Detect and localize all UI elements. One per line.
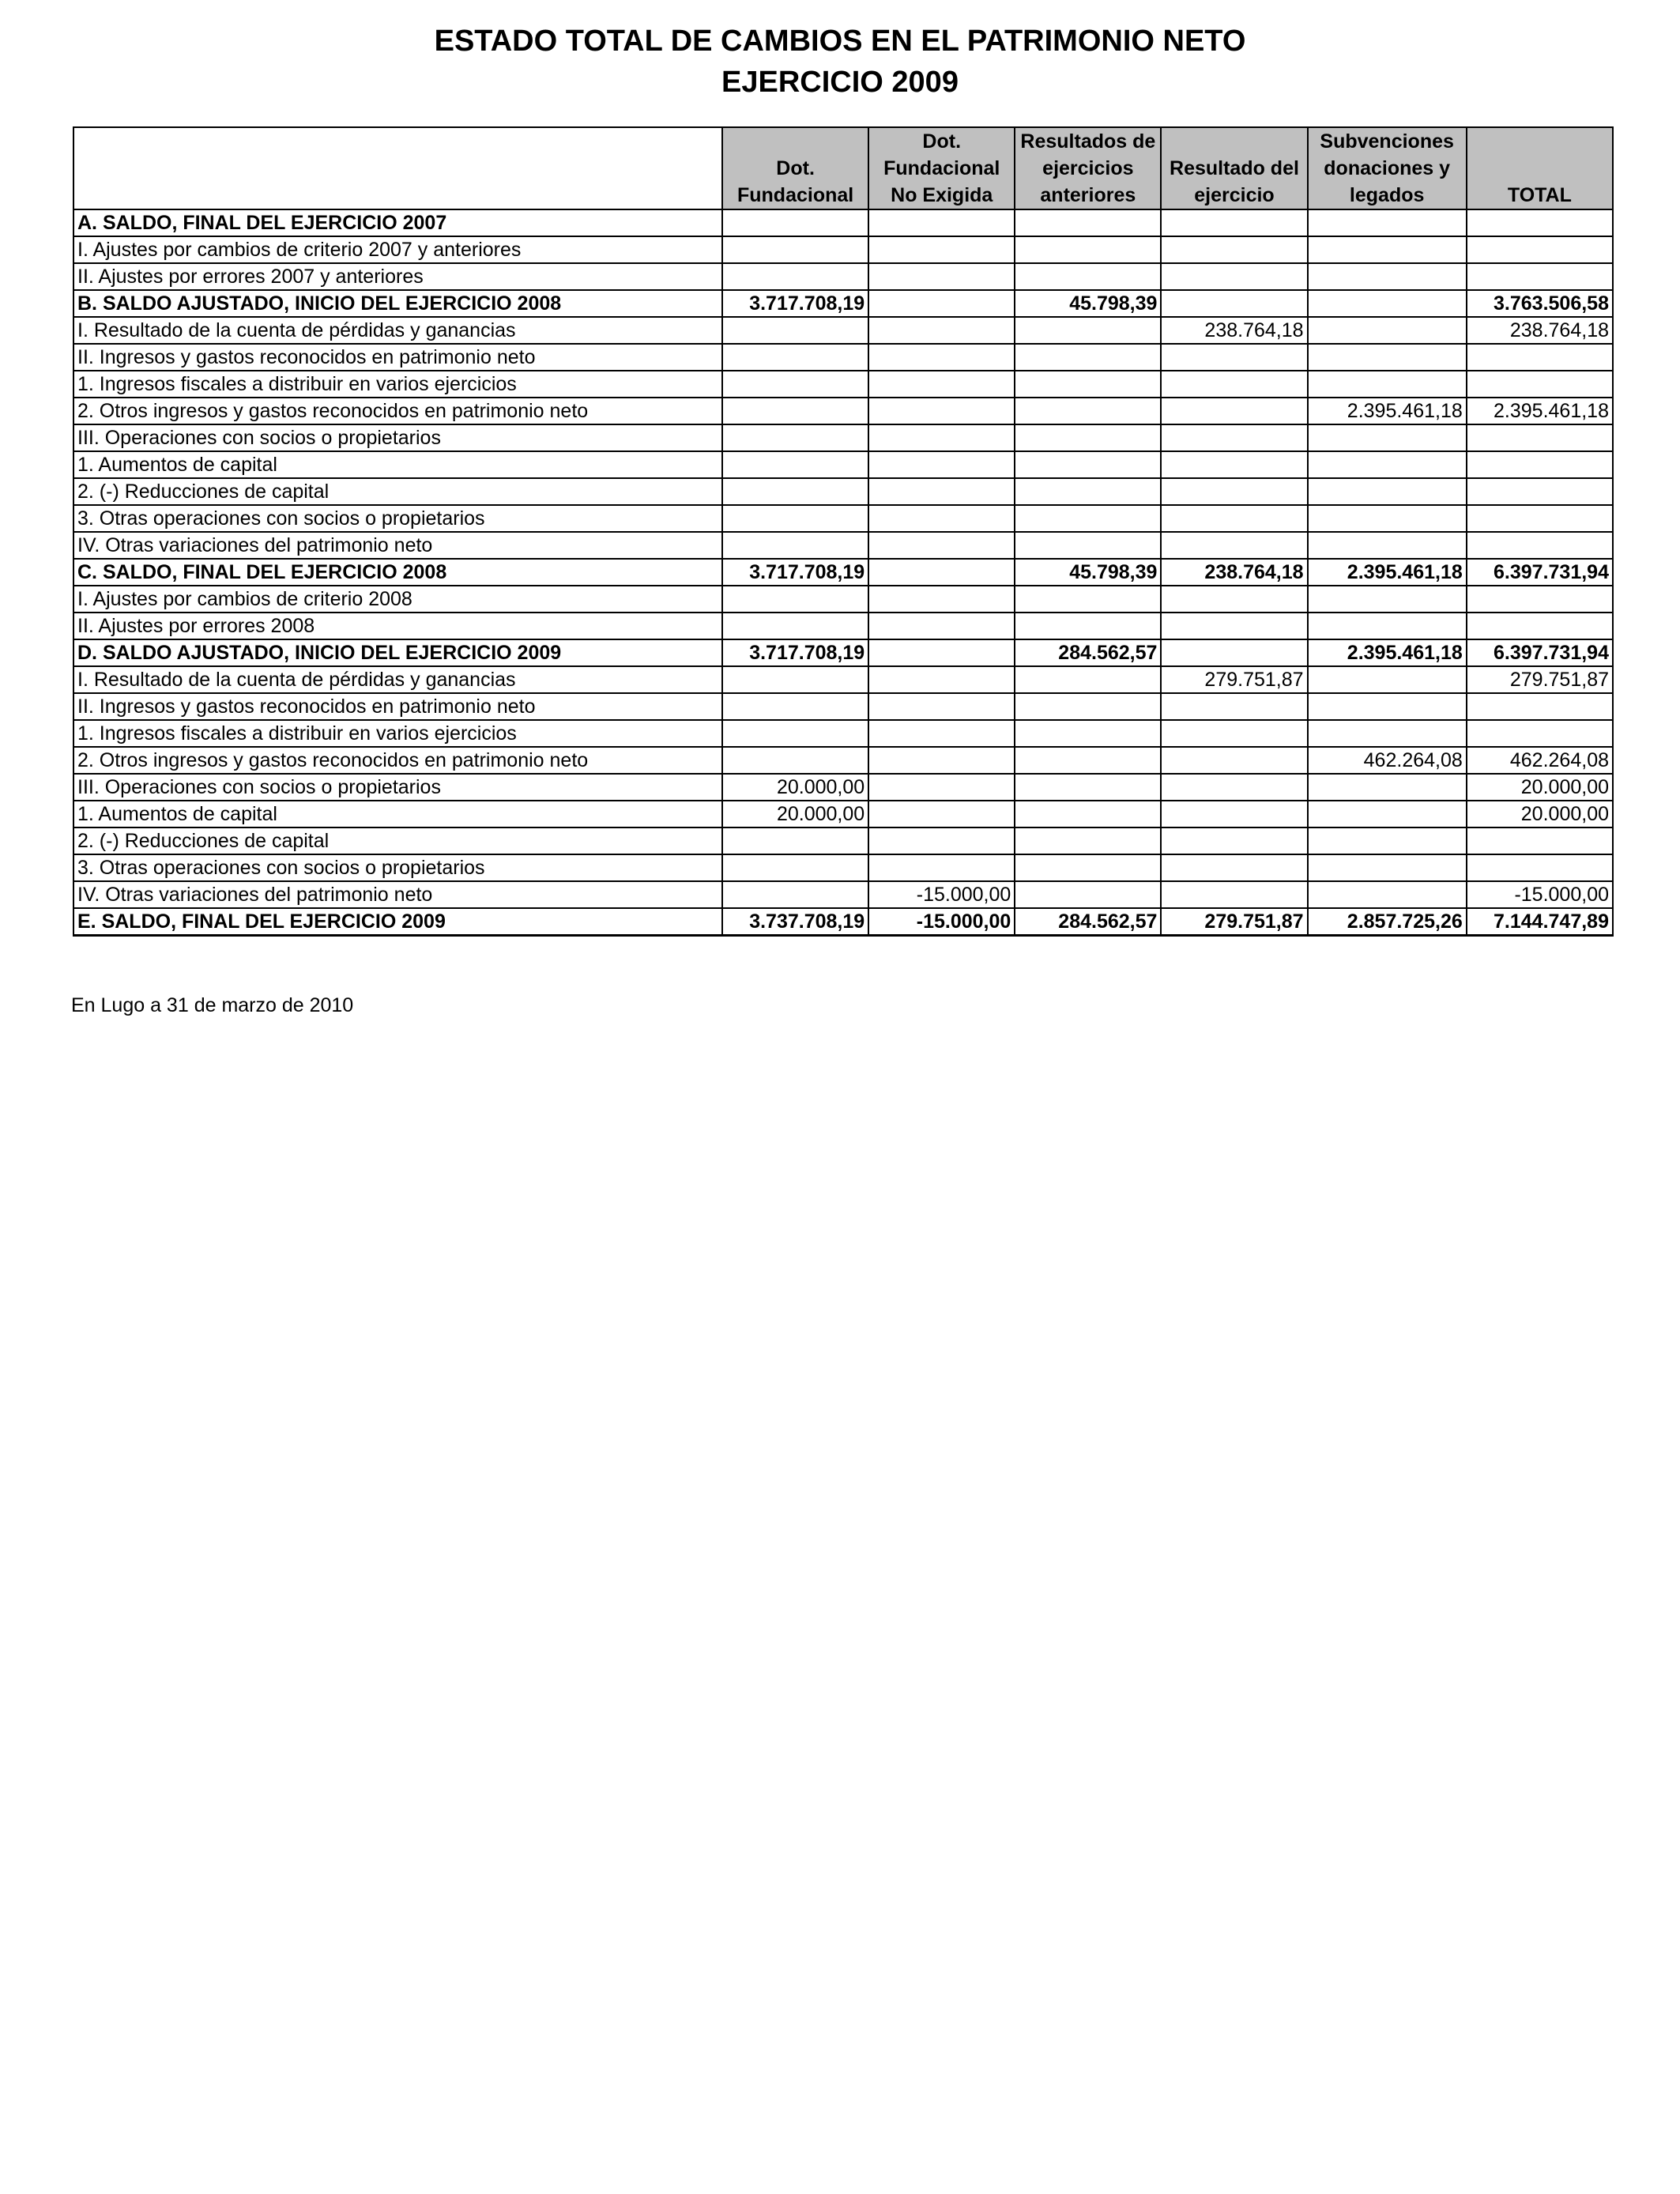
- cell-resultados-anteriores: [1015, 720, 1161, 747]
- cell-dot-fundacional: 20.000,00: [722, 801, 868, 827]
- cell-dot-fundacional: 3.717.708,19: [722, 559, 868, 586]
- cell-resultados-anteriores: 45.798,39: [1015, 559, 1161, 586]
- row-label: 2. (-) Reducciones de capital: [73, 478, 722, 505]
- cell-subvenciones: [1308, 801, 1467, 827]
- row-label: II. Ingresos y gastos reconocidos en patrimonio neto: [73, 693, 722, 720]
- cell-dot-fundacional: [722, 505, 868, 532]
- cell-subvenciones: [1308, 613, 1467, 639]
- cell-resultados-anteriores: [1015, 505, 1161, 532]
- cell-total: [1467, 613, 1613, 639]
- cell-dot-fundacional: [722, 827, 868, 854]
- header-row: [73, 127, 1613, 209]
- row-label: II. Ajustes por errores 2007 y anteriores: [73, 263, 722, 290]
- header-resultado-ejercicio: Resultado del ejercicio: [1161, 127, 1307, 209]
- cell-resultado-ejercicio: [1161, 398, 1307, 424]
- cell-dot-no-exigida: [868, 424, 1015, 451]
- cell-resultado-ejercicio: [1161, 209, 1307, 236]
- cell-dot-fundacional: [722, 854, 868, 881]
- cell-dot-fundacional: 3.717.708,19: [722, 290, 868, 317]
- header-blank: [73, 127, 722, 209]
- cell-resultados-anteriores: [1015, 693, 1161, 720]
- cell-dot-no-exigida: [868, 371, 1015, 398]
- table-row: [73, 559, 1613, 586]
- row-label: 2. Otros ingresos y gastos reconocidos en patrimonio neto: [73, 747, 722, 774]
- cell-dot-fundacional: [722, 424, 868, 451]
- row-label: I. Ajustes por cambios de criterio 2008: [73, 586, 722, 613]
- table-row: [73, 532, 1613, 559]
- cell-resultado-ejercicio: [1161, 263, 1307, 290]
- table-row: [73, 908, 1613, 936]
- cell-subvenciones: [1308, 720, 1467, 747]
- cell-total: [1467, 586, 1613, 613]
- row-label: IV. Otras variaciones del patrimonio neto: [73, 532, 722, 559]
- cell-dot-no-exigida: [868, 693, 1015, 720]
- cell-total: [1467, 720, 1613, 747]
- cell-resultados-anteriores: [1015, 344, 1161, 371]
- cell-resultado-ejercicio: [1161, 747, 1307, 774]
- cell-dot-no-exigida: [868, 801, 1015, 827]
- cell-resultado-ejercicio: [1161, 639, 1307, 666]
- cell-total: -15.000,00: [1467, 881, 1613, 908]
- cell-resultados-anteriores: 284.562,57: [1015, 908, 1161, 936]
- row-label: C. SALDO, FINAL DEL EJERCICIO 2008: [73, 559, 722, 586]
- cell-resultado-ejercicio: [1161, 586, 1307, 613]
- cell-subvenciones: [1308, 317, 1467, 344]
- cell-subvenciones: [1308, 827, 1467, 854]
- row-label: 1. Aumentos de capital: [73, 451, 722, 478]
- cell-total: [1467, 451, 1613, 478]
- cell-total: [1467, 344, 1613, 371]
- cell-resultado-ejercicio: [1161, 881, 1307, 908]
- cell-resultado-ejercicio: [1161, 344, 1307, 371]
- cell-subvenciones: 462.264,08: [1308, 747, 1467, 774]
- row-label: E. SALDO, FINAL DEL EJERCICIO 2009: [73, 908, 722, 936]
- cell-total: 462.264,08: [1467, 747, 1613, 774]
- cell-resultado-ejercicio: [1161, 532, 1307, 559]
- cell-resultados-anteriores: [1015, 236, 1161, 263]
- cell-dot-no-exigida: -15.000,00: [868, 908, 1015, 936]
- row-label: III. Operaciones con socios o propietarios: [73, 774, 722, 801]
- cell-subvenciones: [1308, 774, 1467, 801]
- cell-resultados-anteriores: [1015, 854, 1161, 881]
- cell-dot-no-exigida: [868, 209, 1015, 236]
- table-row: [73, 344, 1613, 371]
- row-label: 1. Ingresos fiscales a distribuir en varios ejercicios: [73, 371, 722, 398]
- cell-resultado-ejercicio: [1161, 801, 1307, 827]
- cell-subvenciones: [1308, 263, 1467, 290]
- cell-resultado-ejercicio: [1161, 290, 1307, 317]
- cell-dot-no-exigida: [868, 398, 1015, 424]
- cell-resultados-anteriores: [1015, 398, 1161, 424]
- cell-resultados-anteriores: [1015, 451, 1161, 478]
- cell-dot-no-exigida: [868, 613, 1015, 639]
- row-label: I. Resultado de la cuenta de pérdidas y ganancias: [73, 666, 722, 693]
- row-label: B. SALDO AJUSTADO, INICIO DEL EJERCICIO 2008: [73, 290, 722, 317]
- header-total: TOTAL: [1467, 127, 1613, 209]
- row-label: 3. Otras operaciones con socios o propietarios: [73, 505, 722, 532]
- cell-subvenciones: [1308, 424, 1467, 451]
- cell-total: 20.000,00: [1467, 801, 1613, 827]
- cell-resultados-anteriores: 45.798,39: [1015, 290, 1161, 317]
- cell-total: [1467, 371, 1613, 398]
- cell-resultado-ejercicio: [1161, 693, 1307, 720]
- cell-resultados-anteriores: [1015, 209, 1161, 236]
- cell-dot-fundacional: [722, 613, 868, 639]
- cell-resultado-ejercicio: [1161, 478, 1307, 505]
- cell-resultado-ejercicio: [1161, 236, 1307, 263]
- cell-dot-no-exigida: [868, 505, 1015, 532]
- page-subtitle: EJERCICIO 2009: [721, 66, 959, 99]
- cell-dot-no-exigida: [868, 317, 1015, 344]
- cell-subvenciones: [1308, 451, 1467, 478]
- cell-dot-fundacional: [722, 720, 868, 747]
- cell-dot-fundacional: [722, 451, 868, 478]
- cell-dot-no-exigida: [868, 478, 1015, 505]
- cell-dot-fundacional: [722, 236, 868, 263]
- cell-subvenciones: [1308, 371, 1467, 398]
- cell-resultados-anteriores: [1015, 613, 1161, 639]
- cell-subvenciones: [1308, 209, 1467, 236]
- cell-total: [1467, 424, 1613, 451]
- table-row: [73, 639, 1613, 666]
- table-row: [73, 747, 1613, 774]
- table-row: [73, 854, 1613, 881]
- row-label: 1. Aumentos de capital: [73, 801, 722, 827]
- cell-dot-fundacional: [722, 371, 868, 398]
- row-label: A. SALDO, FINAL DEL EJERCICIO 2007: [73, 209, 722, 236]
- cell-dot-fundacional: [722, 586, 868, 613]
- cell-dot-fundacional: [722, 263, 868, 290]
- cell-resultado-ejercicio: 279.751,87: [1161, 666, 1307, 693]
- header-dot-fundacional-no-exigida: Dot. Fundacional No Exigida: [868, 127, 1015, 209]
- cell-resultados-anteriores: [1015, 424, 1161, 451]
- header-dot-fundacional: Dot. Fundacional: [722, 127, 868, 209]
- table-row: [73, 424, 1613, 451]
- table-row: [73, 478, 1613, 505]
- table-row: [73, 693, 1613, 720]
- cell-resultados-anteriores: [1015, 317, 1161, 344]
- table-row: [73, 801, 1613, 827]
- cell-dot-no-exigida: [868, 666, 1015, 693]
- cell-dot-fundacional: [722, 317, 868, 344]
- cell-subvenciones: [1308, 666, 1467, 693]
- table-row: [73, 317, 1613, 344]
- cell-dot-fundacional: [722, 881, 868, 908]
- page-title: ESTADO TOTAL DE CAMBIOS EN EL PATRIMONIO NETO: [434, 25, 1246, 58]
- cell-resultado-ejercicio: [1161, 774, 1307, 801]
- table-row: [73, 586, 1613, 613]
- cell-total: [1467, 209, 1613, 236]
- cell-subvenciones: [1308, 586, 1467, 613]
- cell-dot-fundacional: [722, 532, 868, 559]
- cell-dot-fundacional: [722, 398, 868, 424]
- cell-resultados-anteriores: [1015, 263, 1161, 290]
- cell-dot-no-exigida: [868, 774, 1015, 801]
- cell-dot-no-exigida: -15.000,00: [868, 881, 1015, 908]
- table-row: [73, 666, 1613, 693]
- cell-resultados-anteriores: [1015, 774, 1161, 801]
- table-row: [73, 263, 1613, 290]
- cell-dot-fundacional: [722, 693, 868, 720]
- cell-subvenciones: 2.395.461,18: [1308, 639, 1467, 666]
- table-row: [73, 451, 1613, 478]
- table-row: [73, 371, 1613, 398]
- table-row: [73, 209, 1613, 236]
- cell-dot-no-exigida: [868, 451, 1015, 478]
- cell-resultado-ejercicio: [1161, 371, 1307, 398]
- cell-dot-no-exigida: [868, 747, 1015, 774]
- cell-dot-no-exigida: [868, 236, 1015, 263]
- cell-subvenciones: [1308, 505, 1467, 532]
- cell-resultado-ejercicio: 279.751,87: [1161, 908, 1307, 936]
- cell-resultados-anteriores: [1015, 827, 1161, 854]
- cell-dot-fundacional: 3.737.708,19: [722, 908, 868, 936]
- cell-subvenciones: [1308, 290, 1467, 317]
- cell-subvenciones: 2.395.461,18: [1308, 398, 1467, 424]
- cell-dot-no-exigida: [868, 586, 1015, 613]
- cell-resultado-ejercicio: [1161, 720, 1307, 747]
- cell-resultados-anteriores: [1015, 478, 1161, 505]
- cell-subvenciones: [1308, 236, 1467, 263]
- row-label: II. Ingresos y gastos reconocidos en patrimonio neto: [73, 344, 722, 371]
- table-row: [73, 774, 1613, 801]
- cell-total: 238.764,18: [1467, 317, 1613, 344]
- row-label: 2. Otros ingresos y gastos reconocidos en patrimonio neto: [73, 398, 722, 424]
- table-row: [73, 881, 1613, 908]
- cell-total: 2.395.461,18: [1467, 398, 1613, 424]
- cell-resultados-anteriores: 284.562,57: [1015, 639, 1161, 666]
- cell-resultado-ejercicio: 238.764,18: [1161, 559, 1307, 586]
- cell-resultado-ejercicio: [1161, 827, 1307, 854]
- cell-resultados-anteriores: [1015, 586, 1161, 613]
- cell-subvenciones: [1308, 532, 1467, 559]
- row-label: IV. Otras variaciones del patrimonio neto: [73, 881, 722, 908]
- cell-dot-fundacional: [722, 478, 868, 505]
- cell-dot-no-exigida: [868, 854, 1015, 881]
- table-row: [73, 720, 1613, 747]
- cell-dot-fundacional: [722, 747, 868, 774]
- cell-resultado-ejercicio: [1161, 613, 1307, 639]
- cell-total: 3.763.506,58: [1467, 290, 1613, 317]
- cell-dot-no-exigida: [868, 344, 1015, 371]
- row-label: D. SALDO AJUSTADO, INICIO DEL EJERCICIO 2009: [73, 639, 722, 666]
- cell-dot-fundacional: 3.717.708,19: [722, 639, 868, 666]
- row-label: 2. (-) Reducciones de capital: [73, 827, 722, 854]
- row-label: 1. Ingresos fiscales a distribuir en varios ejercicios: [73, 720, 722, 747]
- header-subvenciones: Subvenciones donaciones y legados: [1308, 127, 1467, 209]
- cell-dot-no-exigida: [868, 290, 1015, 317]
- cell-resultados-anteriores: [1015, 532, 1161, 559]
- row-label: III. Operaciones con socios o propietarios: [73, 424, 722, 451]
- cell-subvenciones: [1308, 693, 1467, 720]
- cell-dot-no-exigida: [868, 532, 1015, 559]
- cell-resultados-anteriores: [1015, 747, 1161, 774]
- cell-total: 20.000,00: [1467, 774, 1613, 801]
- table-row: [73, 398, 1613, 424]
- footer-place-date: En Lugo a 31 de marzo de 2010: [71, 994, 354, 1016]
- cell-resultado-ejercicio: [1161, 505, 1307, 532]
- cell-total: [1467, 693, 1613, 720]
- cell-dot-fundacional: [722, 209, 868, 236]
- cell-subvenciones: [1308, 881, 1467, 908]
- table-body: [73, 209, 1613, 936]
- cell-subvenciones: [1308, 478, 1467, 505]
- cell-dot-fundacional: 20.000,00: [722, 774, 868, 801]
- equity-changes-table: [73, 126, 1614, 937]
- cell-total: 279.751,87: [1467, 666, 1613, 693]
- cell-total: [1467, 532, 1613, 559]
- cell-total: [1467, 505, 1613, 532]
- cell-total: [1467, 236, 1613, 263]
- cell-resultados-anteriores: [1015, 666, 1161, 693]
- cell-dot-no-exigida: [868, 559, 1015, 586]
- table-row: [73, 827, 1613, 854]
- cell-dot-fundacional: [722, 344, 868, 371]
- table-row: [73, 505, 1613, 532]
- cell-dot-no-exigida: [868, 639, 1015, 666]
- cell-resultado-ejercicio: [1161, 424, 1307, 451]
- cell-total: [1467, 854, 1613, 881]
- cell-total: 6.397.731,94: [1467, 639, 1613, 666]
- row-label: 3. Otras operaciones con socios o propietarios: [73, 854, 722, 881]
- header-resultados-ejercicios-anteriores: Resultados de ejercicios anteriores: [1015, 127, 1161, 209]
- cell-total: 6.397.731,94: [1467, 559, 1613, 586]
- table-row: [73, 613, 1613, 639]
- cell-subvenciones: 2.395.461,18: [1308, 559, 1467, 586]
- cell-total: 7.144.747,89: [1467, 908, 1613, 936]
- cell-resultado-ejercicio: [1161, 451, 1307, 478]
- cell-subvenciones: [1308, 854, 1467, 881]
- cell-dot-no-exigida: [868, 263, 1015, 290]
- cell-total: [1467, 478, 1613, 505]
- table-row: [73, 236, 1613, 263]
- cell-resultados-anteriores: [1015, 881, 1161, 908]
- cell-resultado-ejercicio: [1161, 854, 1307, 881]
- cell-subvenciones: [1308, 344, 1467, 371]
- cell-resultados-anteriores: [1015, 371, 1161, 398]
- cell-dot-no-exigida: [868, 720, 1015, 747]
- cell-resultado-ejercicio: 238.764,18: [1161, 317, 1307, 344]
- cell-total: [1467, 263, 1613, 290]
- row-label: II. Ajustes por errores 2008: [73, 613, 722, 639]
- cell-subvenciones: 2.857.725,26: [1308, 908, 1467, 936]
- row-label: I. Ajustes por cambios de criterio 2007 y anteriores: [73, 236, 722, 263]
- cell-dot-no-exigida: [868, 827, 1015, 854]
- cell-dot-fundacional: [722, 666, 868, 693]
- cell-total: [1467, 827, 1613, 854]
- row-label: I. Resultado de la cuenta de pérdidas y ganancias: [73, 317, 722, 344]
- table-row: [73, 290, 1613, 317]
- cell-resultados-anteriores: [1015, 801, 1161, 827]
